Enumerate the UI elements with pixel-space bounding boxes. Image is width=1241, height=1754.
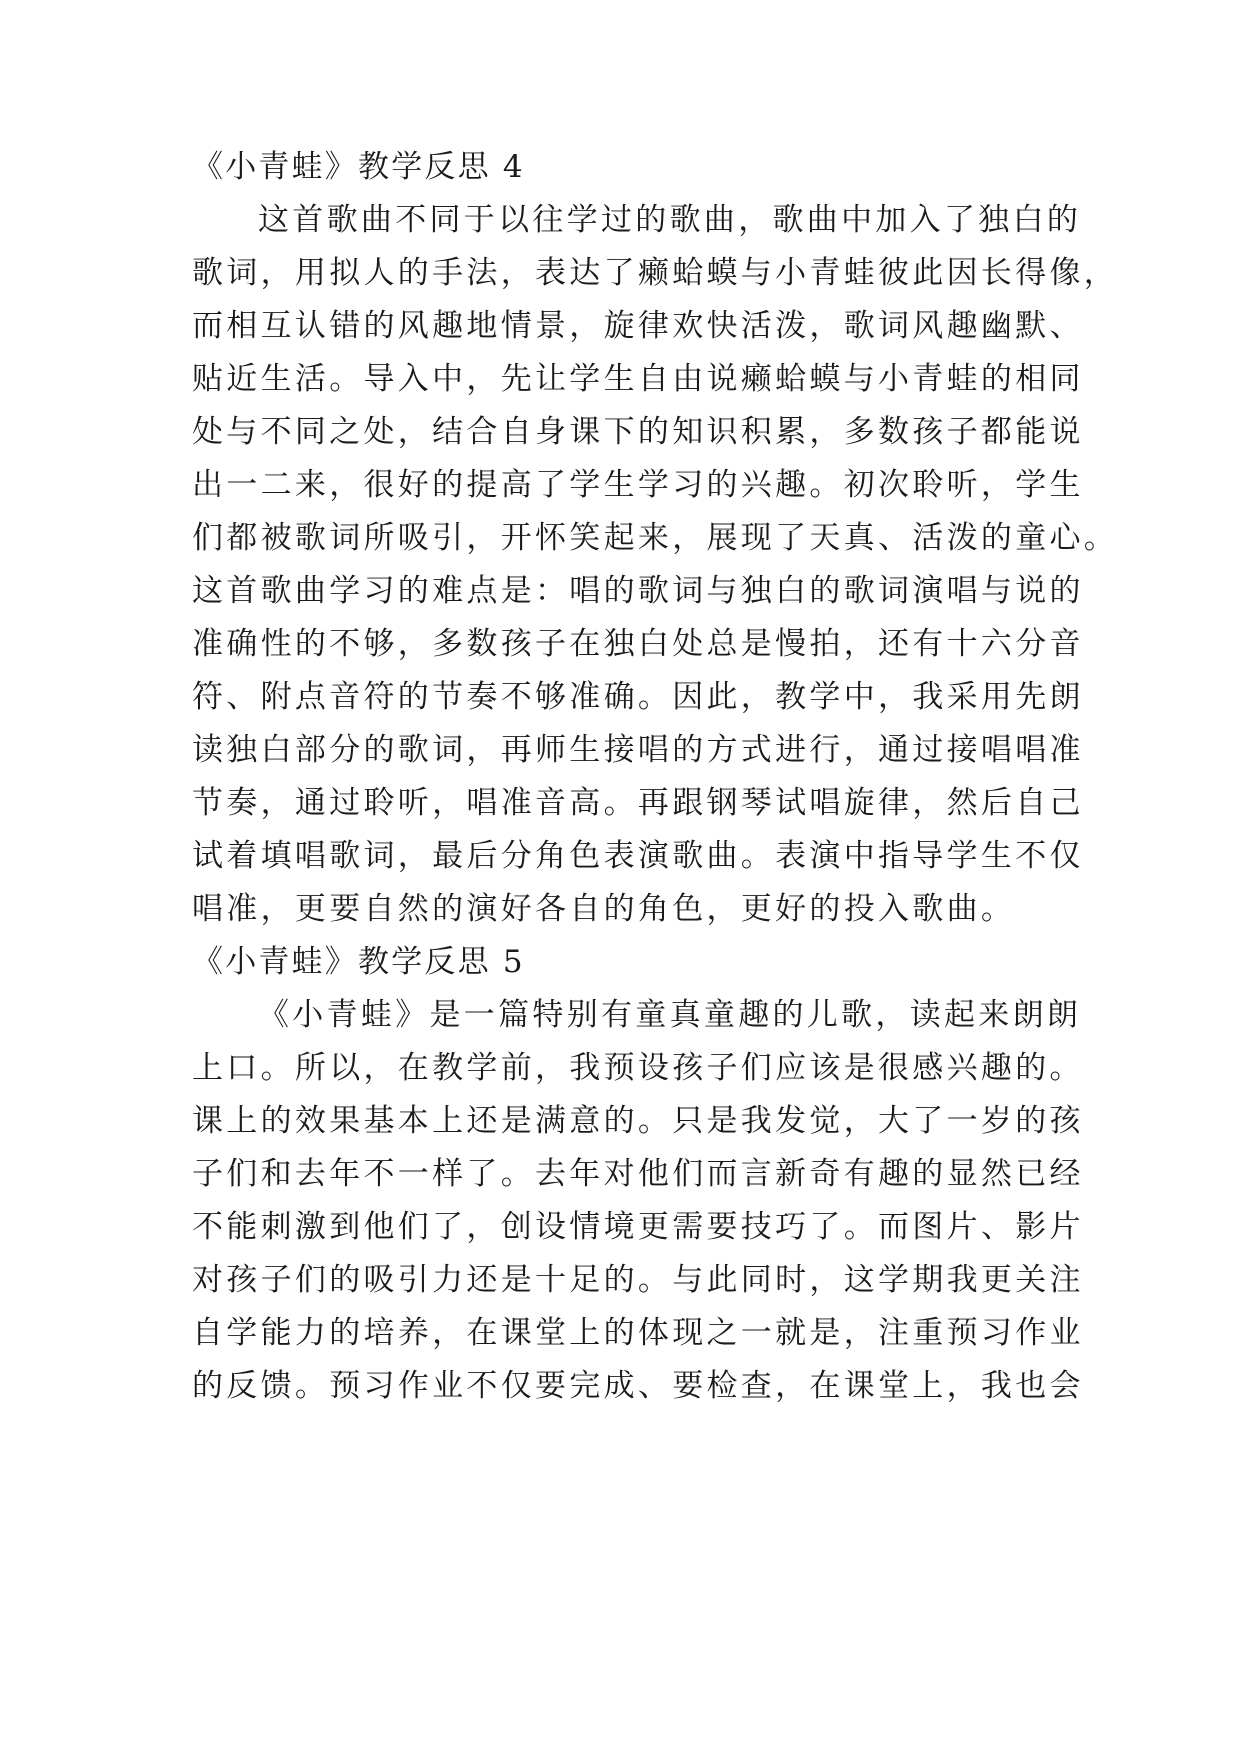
paragraph-line: 符、附点音符的节奏不够准确。因此，教学中，我采用先朗 xyxy=(192,679,1084,715)
paragraph-line: 出一二来，很好的提高了学生学习的兴趣。初次聆听，学生 xyxy=(192,467,1084,503)
paragraph-line: 们都被歌词所吸引，开怀笑起来，展现了天真、活泼的童心。 xyxy=(192,520,1119,556)
paragraph-line: 节奏，通过聆听，唱准音高。再跟钢琴试唱旋律，然后自己 xyxy=(192,785,1084,821)
paragraph-line: 对孩子们的吸引力还是十足的。与此同时，这学期我更关注 xyxy=(192,1262,1084,1298)
paragraph-line: 不能刺激到他们了，创设情境更需要技巧了。而图片、影片 xyxy=(192,1209,1084,1245)
paragraph-line: 而相互认错的风趣地情景，旋律欢快活泼，歌词风趣幽默、 xyxy=(192,308,1084,344)
section-heading-5: 《小青蛙》教学反思 5 xyxy=(192,944,525,980)
paragraph-line: 上口。所以，在教学前，我预设孩子们应该是很感兴趣的。 xyxy=(192,1050,1084,1086)
paragraph-line: 子们和去年不一样了。去年对他们而言新奇有趣的显然已经 xyxy=(192,1156,1084,1192)
paragraph-line: 准确性的不够，多数孩子在独白处总是慢拍，还有十六分音 xyxy=(192,626,1084,662)
paragraph-line: 这首歌曲不同于以往学过的歌曲，歌曲中加入了独白的 xyxy=(258,202,1082,238)
paragraph-line: 唱准，更要自然的演好各自的角色，更好的投入歌曲。 xyxy=(192,891,1016,927)
paragraph-line: 处与不同之处，结合自身课下的知识积累，多数孩子都能说 xyxy=(192,414,1084,450)
paragraph-line: 试着填唱歌词，最后分角色表演歌曲。表演中指导学生不仅 xyxy=(192,838,1084,874)
paragraph-line: 自学能力的培养，在课堂上的体现之一就是，注重预习作业 xyxy=(192,1315,1084,1351)
paragraph-line: 的反馈。预习作业不仅要完成、要检查，在课堂上，我也会 xyxy=(192,1368,1084,1404)
paragraph-line: 这首歌曲学习的难点是：唱的歌词与独白的歌词演唱与说的 xyxy=(192,573,1084,609)
paragraph-line: 贴近生活。导入中，先让学生自由说癞蛤蟆与小青蛙的相同 xyxy=(192,361,1084,397)
section-heading-4: 《小青蛙》教学反思 4 xyxy=(192,149,525,185)
paragraph-line: 课上的效果基本上还是满意的。只是我发觉，大了一岁的孩 xyxy=(192,1103,1084,1139)
paragraph-line: 读独白部分的歌词，再师生接唱的方式进行，通过接唱唱准 xyxy=(192,732,1084,768)
paragraph-line: 歌词，用拟人的手法，表达了癞蛤蟆与小青蛙彼此因长得像， xyxy=(192,255,1119,291)
paragraph-line: 《小青蛙》是一篇特别有童真童趣的儿歌，读起来朗朗 xyxy=(258,997,1082,1033)
